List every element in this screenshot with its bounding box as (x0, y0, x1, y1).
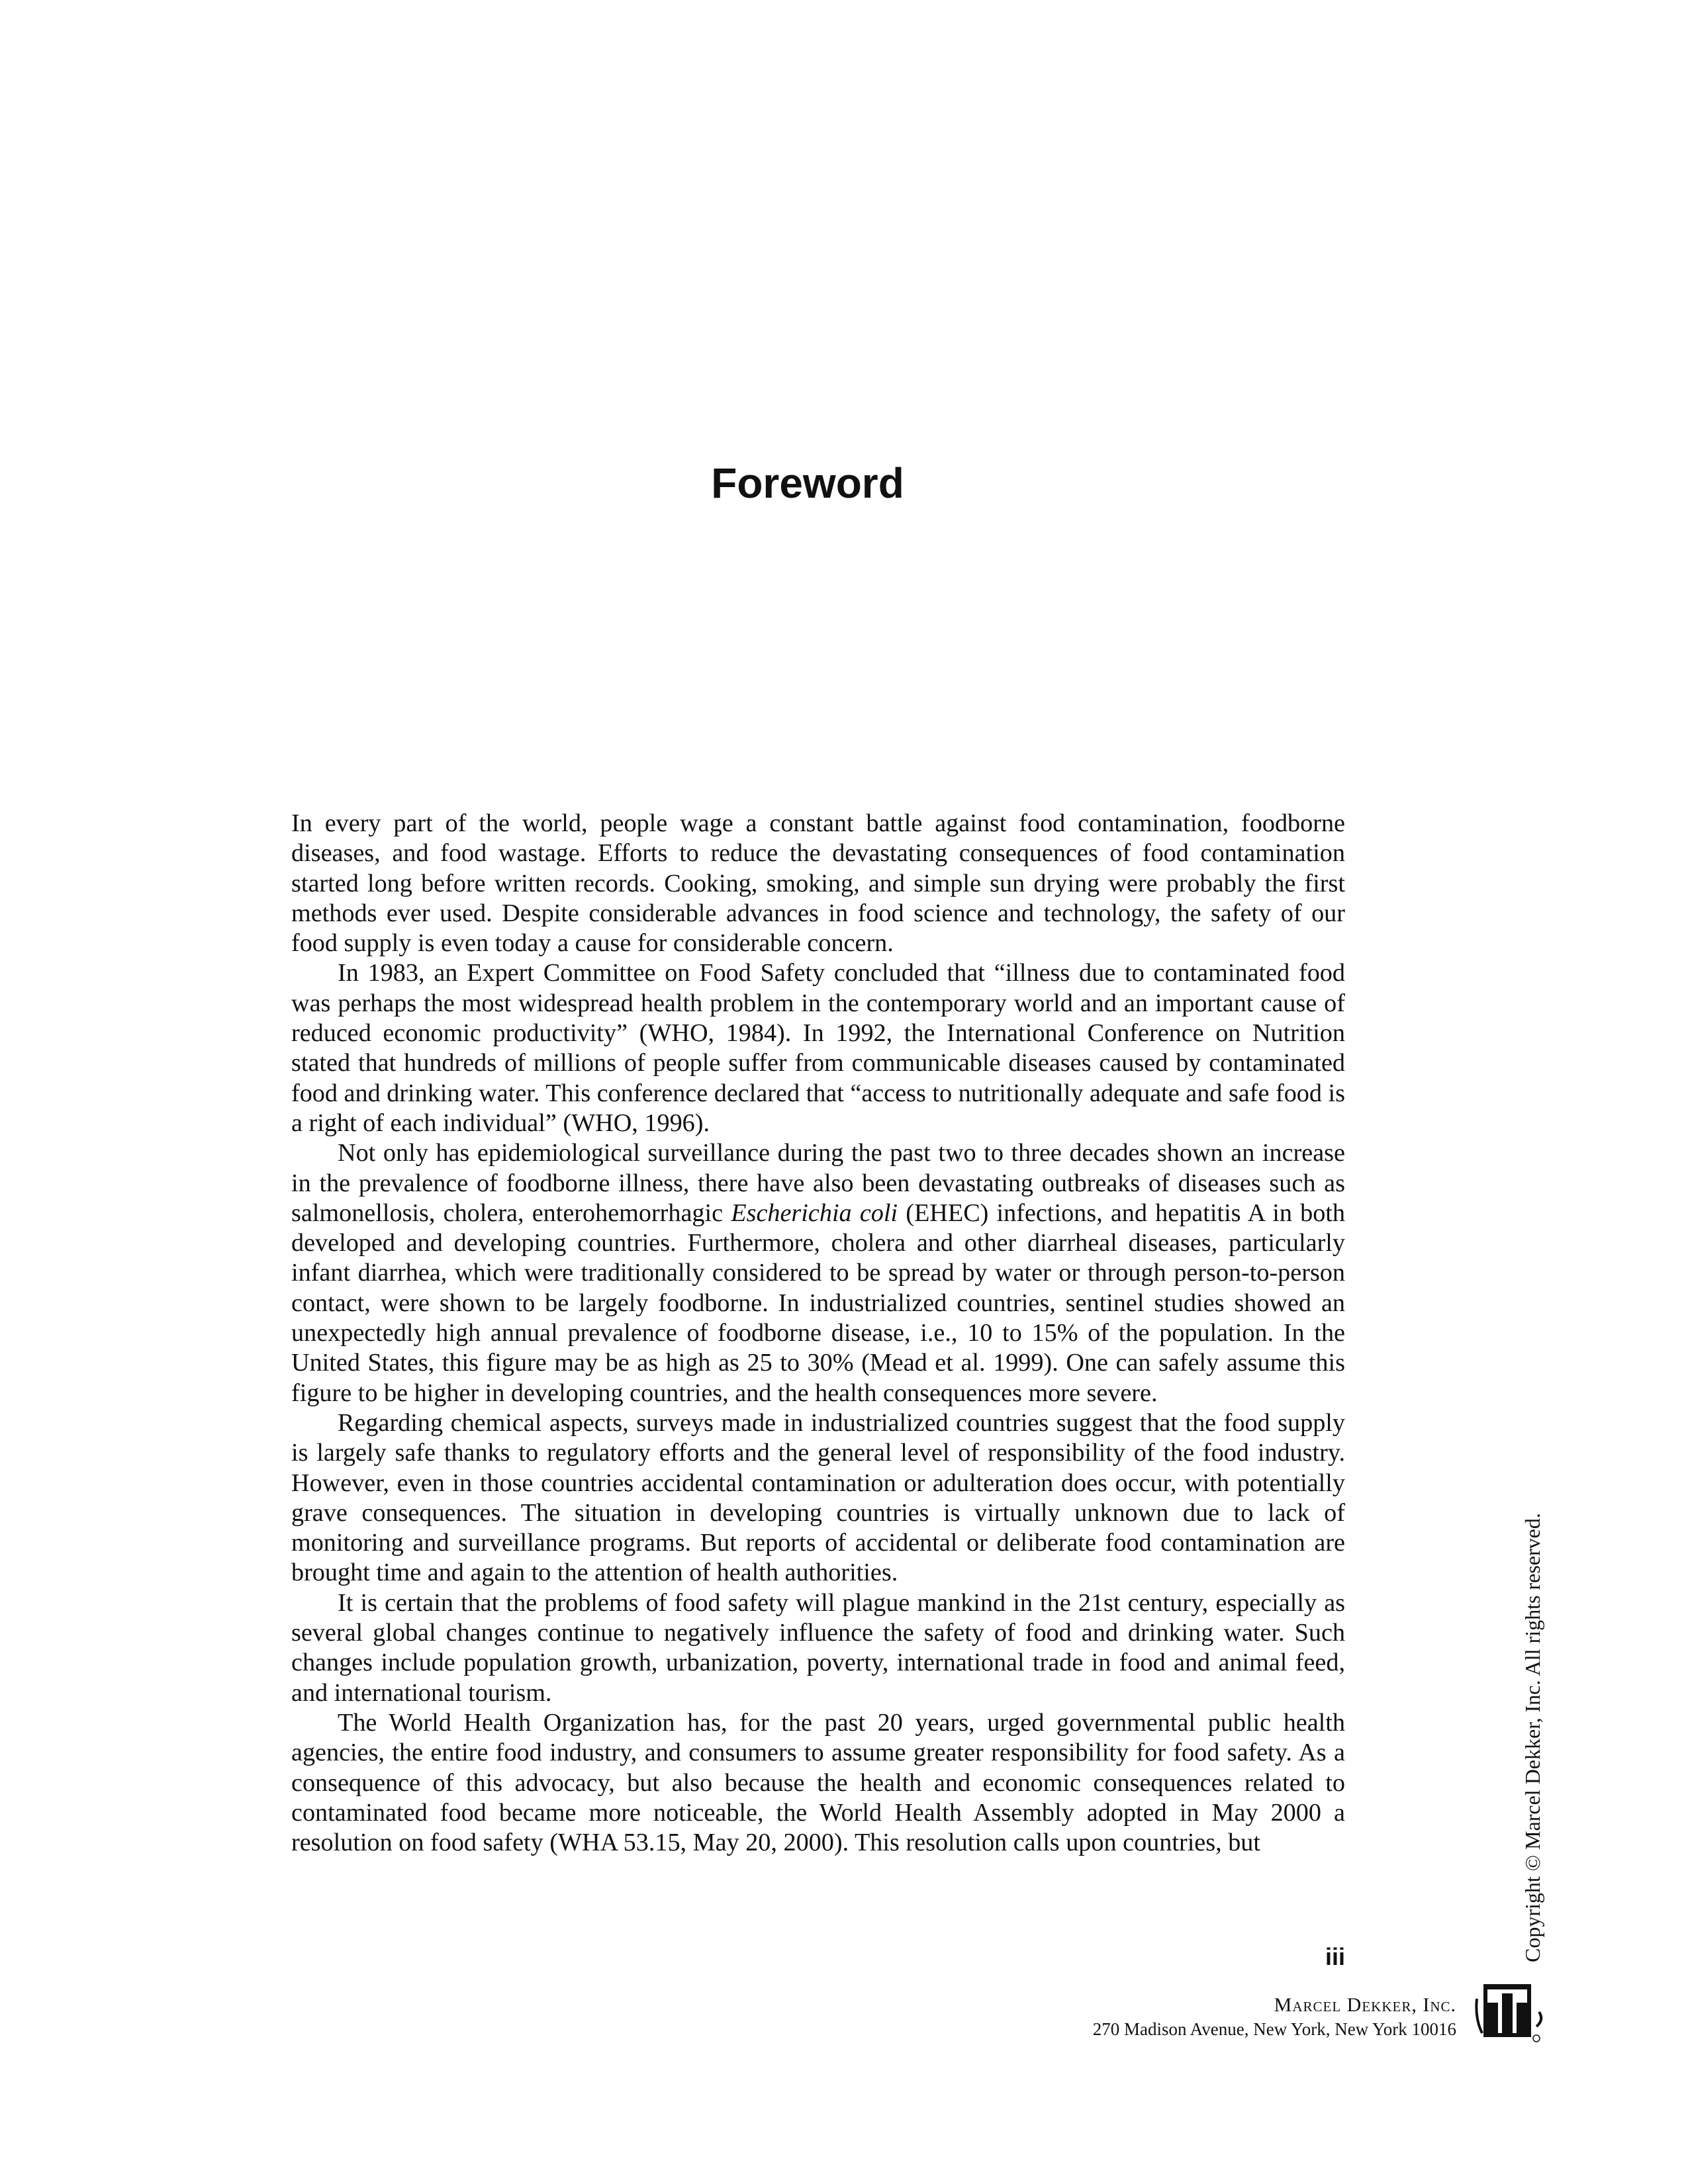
copyright-notice: Copyright © Marcel Dekker, Inc. All rights reserved. (1521, 1513, 1544, 1962)
paragraph-3-end: (EHEC) infections, and hepatitis A in both developed and developing countries. Furthermore, cholera and other diarrheal diseases, particularly infant diarrhea, which were traditionally considered to be spread by water or through person-to-person contact, were shown to be largely foodborne. In industrialized countries, sentinel studies showed an unexpectedly high annual prevalence of foodborne disease, i.e., 10 to 15% of the population. In the United States, this figure may be as high as 25 to 30% (Mead et al. 1999). One can safely assume this figure to be higher in developing countries, and the health consequences more severe. (291, 1199, 1345, 1407)
publisher-block (1093, 1993, 1456, 2041)
publisher-logo-icon (1473, 1979, 1546, 2045)
paragraph-2: In 1983, an Expert Committee on Food Safety concluded that “illness due to contaminated food was perhaps the most widespread health problem in the contemporary world and an important cause of reduced economic productivity” (WHO, 1984). In 1992, the International Conference on Nutrition stated that hundreds of millions of people suffer from communicable diseases caused by contaminated food and drinking water. This conference declared that “access to nutritionally adequate and safe food is a right of each individual” (WHO, 1996). (291, 959, 1345, 1137)
species-name-italic: Escherichia coli (731, 1199, 898, 1227)
publisher-address: 270 Madison Avenue, New York, New York 10016 (1092, 2019, 1456, 2039)
page-number: iii (1325, 1943, 1345, 1970)
paragraph-1: In every part of the world, people wage a constant battle against food contamination, foodborne diseases, and food wastage. Efforts to reduce the devastating consequences of food contamination started long before written records. Cooking, smoking, and simple sun drying were probably the first methods ever used. Despite considerable advances in food science and technology, the safety of our food supply is even today a cause for considerable concern. (291, 809, 1345, 958)
page-title: Foreword (711, 459, 904, 507)
paragraph-3-start: Not only has epidemiological surveillance during the past two to three decades shown an increase in the prevalence of foodborne illness, there have also been devastating outbreaks of diseases such as salmonellosis, cholera, enterohemorrhagic (291, 1139, 1345, 1227)
paragraph-4: Regarding chemical aspects, surveys made in industrialized countries suggest that the food supply is largely safe thanks to regulatory efforts and the general level of responsibility of the food industry. However, even in those countries accidental contamination or adulteration does occur, with potentially grave consequences. The situation in developing countries is virtually unknown due to lack of monitoring and surveillance programs. But reports of accidental or deliberate food contamination are brought time and again to the attention of health authorities. (291, 1408, 1345, 1587)
paragraph-5: It is certain that the problems of food safety will plague mankind in the 21st century, especially as several global changes continue to negatively influence the safety of food and drinking water. Such changes include population growth, urbanization, poverty, international trade in food and animal feed, and international tourism. (291, 1588, 1345, 1707)
paragraph-3 (291, 1138, 1345, 1408)
foreword-body (291, 809, 1345, 1858)
publisher-name: Marcel Dekker, Inc. (1274, 1994, 1456, 2016)
paragraph-6: The World Health Organization has, for the past 20 years, urged governmental public health agencies, the entire food industry, and consumers to assume greater responsibility for food safety. As a consequence of this advocacy, but also because the health and economic consequences related to contaminated food became more noticeable, the World Health Assembly adopted in May 2000 a resolution on food safety (WHA 53.15, May 20, 2000). This resolution calls upon countries, but (291, 1708, 1345, 1857)
